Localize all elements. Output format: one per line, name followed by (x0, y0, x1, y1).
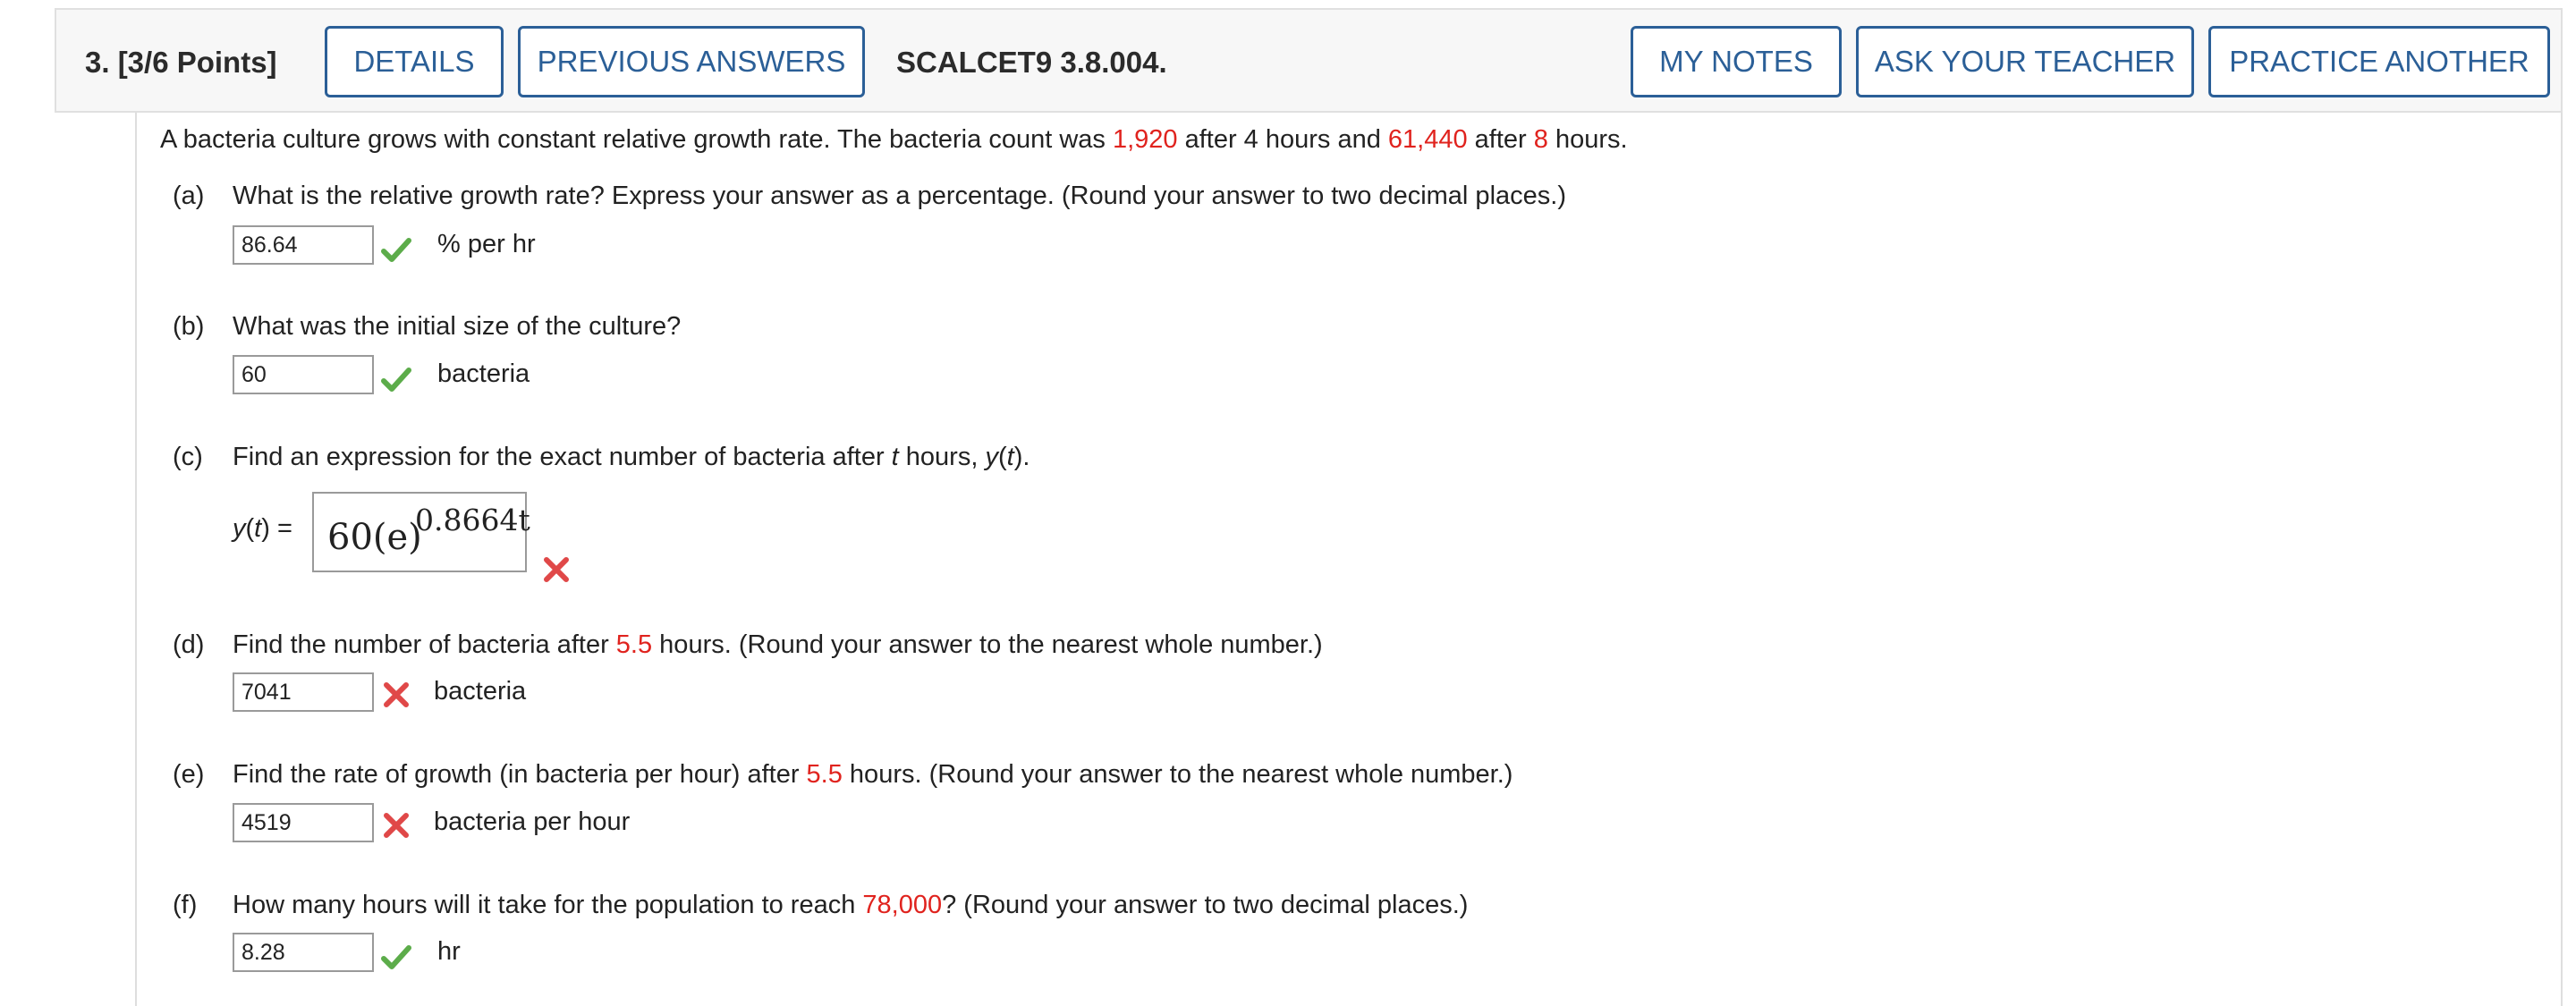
previous-answers-button[interactable]: PREVIOUS ANSWERS (518, 26, 865, 97)
part-c-question (233, 443, 1030, 472)
cross-icon (381, 810, 411, 841)
part-b-letter: (b) (173, 312, 205, 341)
part-c-question-text: ). (1013, 443, 1030, 471)
part-d-question (233, 630, 1323, 660)
problem-statement (160, 125, 1628, 155)
label-equals: ) = (261, 514, 292, 543)
question-header (55, 8, 2563, 113)
part-f-question-text: How many hours will it take for the population to reach (233, 891, 863, 919)
part-d-question-text: Find the number of bacteria after (233, 630, 616, 659)
part-c-variable-t: t (1006, 443, 1014, 471)
label-y: y (233, 514, 246, 543)
intro-value-count-2: 61,440 (1387, 125, 1468, 154)
part-a-answer-field[interactable]: 86.64 (233, 225, 374, 265)
intro-text: hours. (1547, 125, 1628, 154)
cross-icon (541, 554, 572, 585)
part-f-letter: (f) (173, 891, 198, 919)
part-c-variable-t: t (891, 443, 899, 471)
part-e-letter: (e) (173, 760, 205, 789)
part-b-answer-field[interactable]: 60 (233, 355, 374, 394)
part-e-unit: bacteria per hour (434, 807, 631, 836)
part-b-question: What was the initial size of the culture? (233, 312, 682, 341)
label-paren: ( (245, 514, 255, 543)
cross-icon (381, 680, 411, 710)
part-c-answer-field[interactable] (312, 492, 530, 572)
part-d-answer-field[interactable]: 7041 (233, 672, 374, 712)
part-e-value: 5.5 (806, 760, 843, 789)
part-f-answer-field[interactable]: 8.28 (233, 933, 374, 972)
part-f-question (233, 891, 1468, 920)
part-a-unit: % per hr (437, 230, 536, 258)
part-c-question-text: Find an expression for the exact number of bacteria after (233, 443, 892, 471)
details-button[interactable]: DETAILS (325, 26, 504, 97)
check-icon (381, 235, 411, 266)
question-points-label: 3. [3/6 Points] (85, 46, 277, 79)
expression-exponent: 0.8664t (415, 503, 530, 537)
part-c-question-text: ( (997, 443, 1007, 471)
part-f-value: 78,000 (862, 891, 943, 919)
ask-your-teacher-button[interactable]: ASK YOUR TEACHER (1856, 26, 2194, 97)
check-icon (381, 365, 411, 395)
label-t: t (254, 514, 262, 543)
part-d-letter: (d) (173, 630, 205, 659)
problem-code: SCALCET9 3.8.004. (896, 46, 1167, 79)
part-f-unit: hr (437, 937, 461, 966)
part-e-question (233, 760, 1513, 790)
intro-text: A bacteria culture grows with constant relative growth rate. The bacteria count was (160, 125, 1113, 154)
part-c-function-y: y (985, 443, 998, 471)
part-a-question: What is the relative growth rate? Express your answer as a percentage. (Round your answer to two decimal places.) (233, 182, 1566, 210)
part-d-unit: bacteria (434, 677, 527, 706)
part-a-letter: (a) (173, 182, 205, 210)
intro-value-hours: 8 (1533, 125, 1548, 154)
my-notes-button[interactable]: MY NOTES (1631, 26, 1842, 97)
intro-text: after (1467, 125, 1534, 154)
part-c-letter: (c) (173, 443, 203, 471)
part-b-unit: bacteria (437, 359, 530, 388)
part-e-question-text: Find the rate of growth (in bacteria per hour) after (233, 760, 807, 789)
part-d-question-text: hours. (Round your answer to the nearest whole number.) (652, 630, 1323, 659)
practice-another-button[interactable]: PRACTICE ANOTHER (2208, 26, 2550, 97)
part-c-question-text: hours, (898, 443, 986, 471)
check-icon (381, 943, 411, 973)
part-e-question-text: hours. (Round your answer to the nearest whole number.) (842, 760, 1513, 789)
intro-text: after 4 hours and (1177, 125, 1388, 154)
part-c-expression-label (233, 514, 292, 544)
expression-base: 60(e) (327, 517, 422, 558)
part-e-answer-field[interactable]: 4519 (233, 803, 374, 842)
part-d-value: 5.5 (615, 630, 653, 659)
part-f-question-text: ? (Round your answer to two decimal places.) (942, 891, 1469, 919)
intro-value-count-1: 1,920 (1112, 125, 1178, 154)
